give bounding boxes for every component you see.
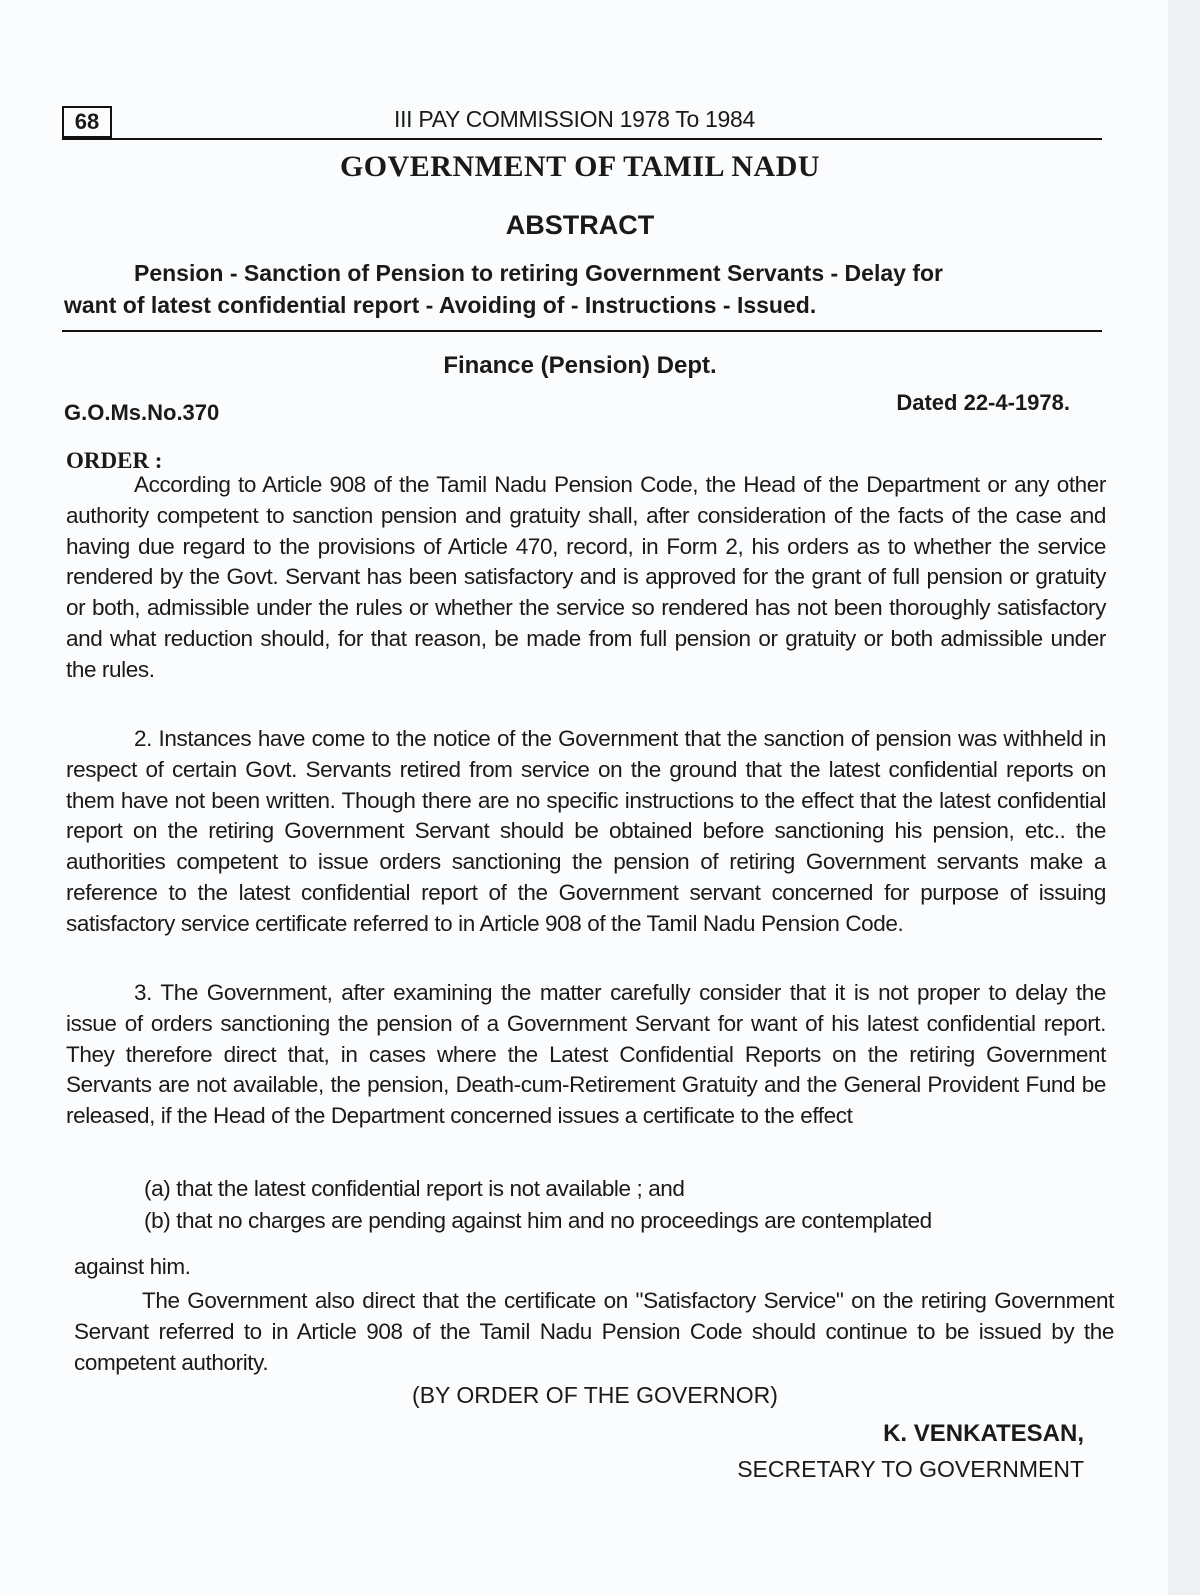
- paragraph-1: [66, 470, 1106, 686]
- subject-rule: [62, 330, 1102, 332]
- subject-line-2: want of latest confidential report - Avoiding of - Instructions - Issued.: [64, 292, 817, 318]
- condition-b: (b) that no charges are pending against him and no proceedings are contemplated: [144, 1208, 932, 1233]
- paragraph-2: [66, 724, 1106, 940]
- subject-line-1: Pension - Sanction of Pension to retiring Government Servants - Delay for: [134, 260, 943, 286]
- condition-a: (a) that the latest confidential report is not available ; and: [144, 1176, 685, 1201]
- go-number: G.O.Ms.No.370: [64, 400, 220, 425]
- abstract-heading: ABSTRACT: [505, 210, 655, 240]
- condition-b-continuation: against him.: [74, 1254, 191, 1279]
- paragraph-3: [66, 978, 1106, 1132]
- paragraph-2-text: 2. Instances have come to the notice of the Government that the sanction of pension was withheld in respect of certain Govt. Servants retired from service on the ground that the latest confidential reports on them have not been written. Though there are no specific instructions to the effect that the latest confidential report on the retiring Government Servant should be obtained before sanctioning his pension, etc.. the authorities competent to issue orders sanctioning the pension of retiring Government servants make a reference to the latest confidential report of the Government servant concerned for purpose of issuing satisfactory service certificate referred to in Article 908 of the Tamil Nadu Pension Code.: [66, 726, 1106, 936]
- running-head: III PAY COMMISSION 1978 To 1984: [394, 106, 756, 132]
- page-number-box: 68: [62, 106, 112, 138]
- page-header: [62, 106, 1102, 136]
- paragraph-1-text: According to Article 908 of the Tamil Nadu Pension Code, the Head of the Department or any other authority competent to sanction pension and gratuity shall, after consideration of the facts of the case and having due regard to the provisions of Article 470, record, in Form 2, his orders as to whether the service rendered by the Govt. Servant has been satisfactory and is approved for the grant of full pension or gratuity or both, admissible under the rules or whether the service so rendered has not been thoroughly satisfactory and what reduction should, for that reason, be made from full pension or gratuity or both admissible under the rules.: [66, 472, 1106, 682]
- paragraph-3-text: 3. The Government, after examining the matter carefully consider that it is not proper to delay the issue of orders sanctioning the pension of a Government Servant for want of his latest confidential report. They therefore direct that, in cases where the Latest Confidential Reports on the retiring Government Servants are not available, the pension, Death-cum-Retirement Gratuity and the General Provident Fund be released, if the Head of the Department concerned issues a certificate to the effect: [66, 980, 1106, 1129]
- signatory-title: SECRETARY TO GOVERNMENT: [737, 1456, 1084, 1482]
- department: Finance (Pension) Dept.: [443, 352, 717, 379]
- closing-paragraph: [74, 1286, 1114, 1378]
- government-title: GOVERNMENT OF TAMIL NADU: [339, 150, 821, 183]
- header-rule: [62, 138, 1102, 140]
- scan-edge: [1168, 0, 1200, 1595]
- order-date: Dated 22-4-1978.: [896, 390, 1070, 415]
- signatory-name: K. VENKATESAN,: [883, 1420, 1084, 1447]
- order-label: ORDER :: [66, 448, 163, 473]
- closing-paragraph-text: The Government also direct that the certificate on "Satisfactory Service" on the retiring Government Servant referred to in Article 908 of the Tamil Nadu Pension Code should continue to be issued by the competent authority.: [74, 1288, 1114, 1375]
- subject-line: [64, 257, 1104, 321]
- by-order-line: (BY ORDER OF THE GOVERNOR): [412, 1382, 778, 1408]
